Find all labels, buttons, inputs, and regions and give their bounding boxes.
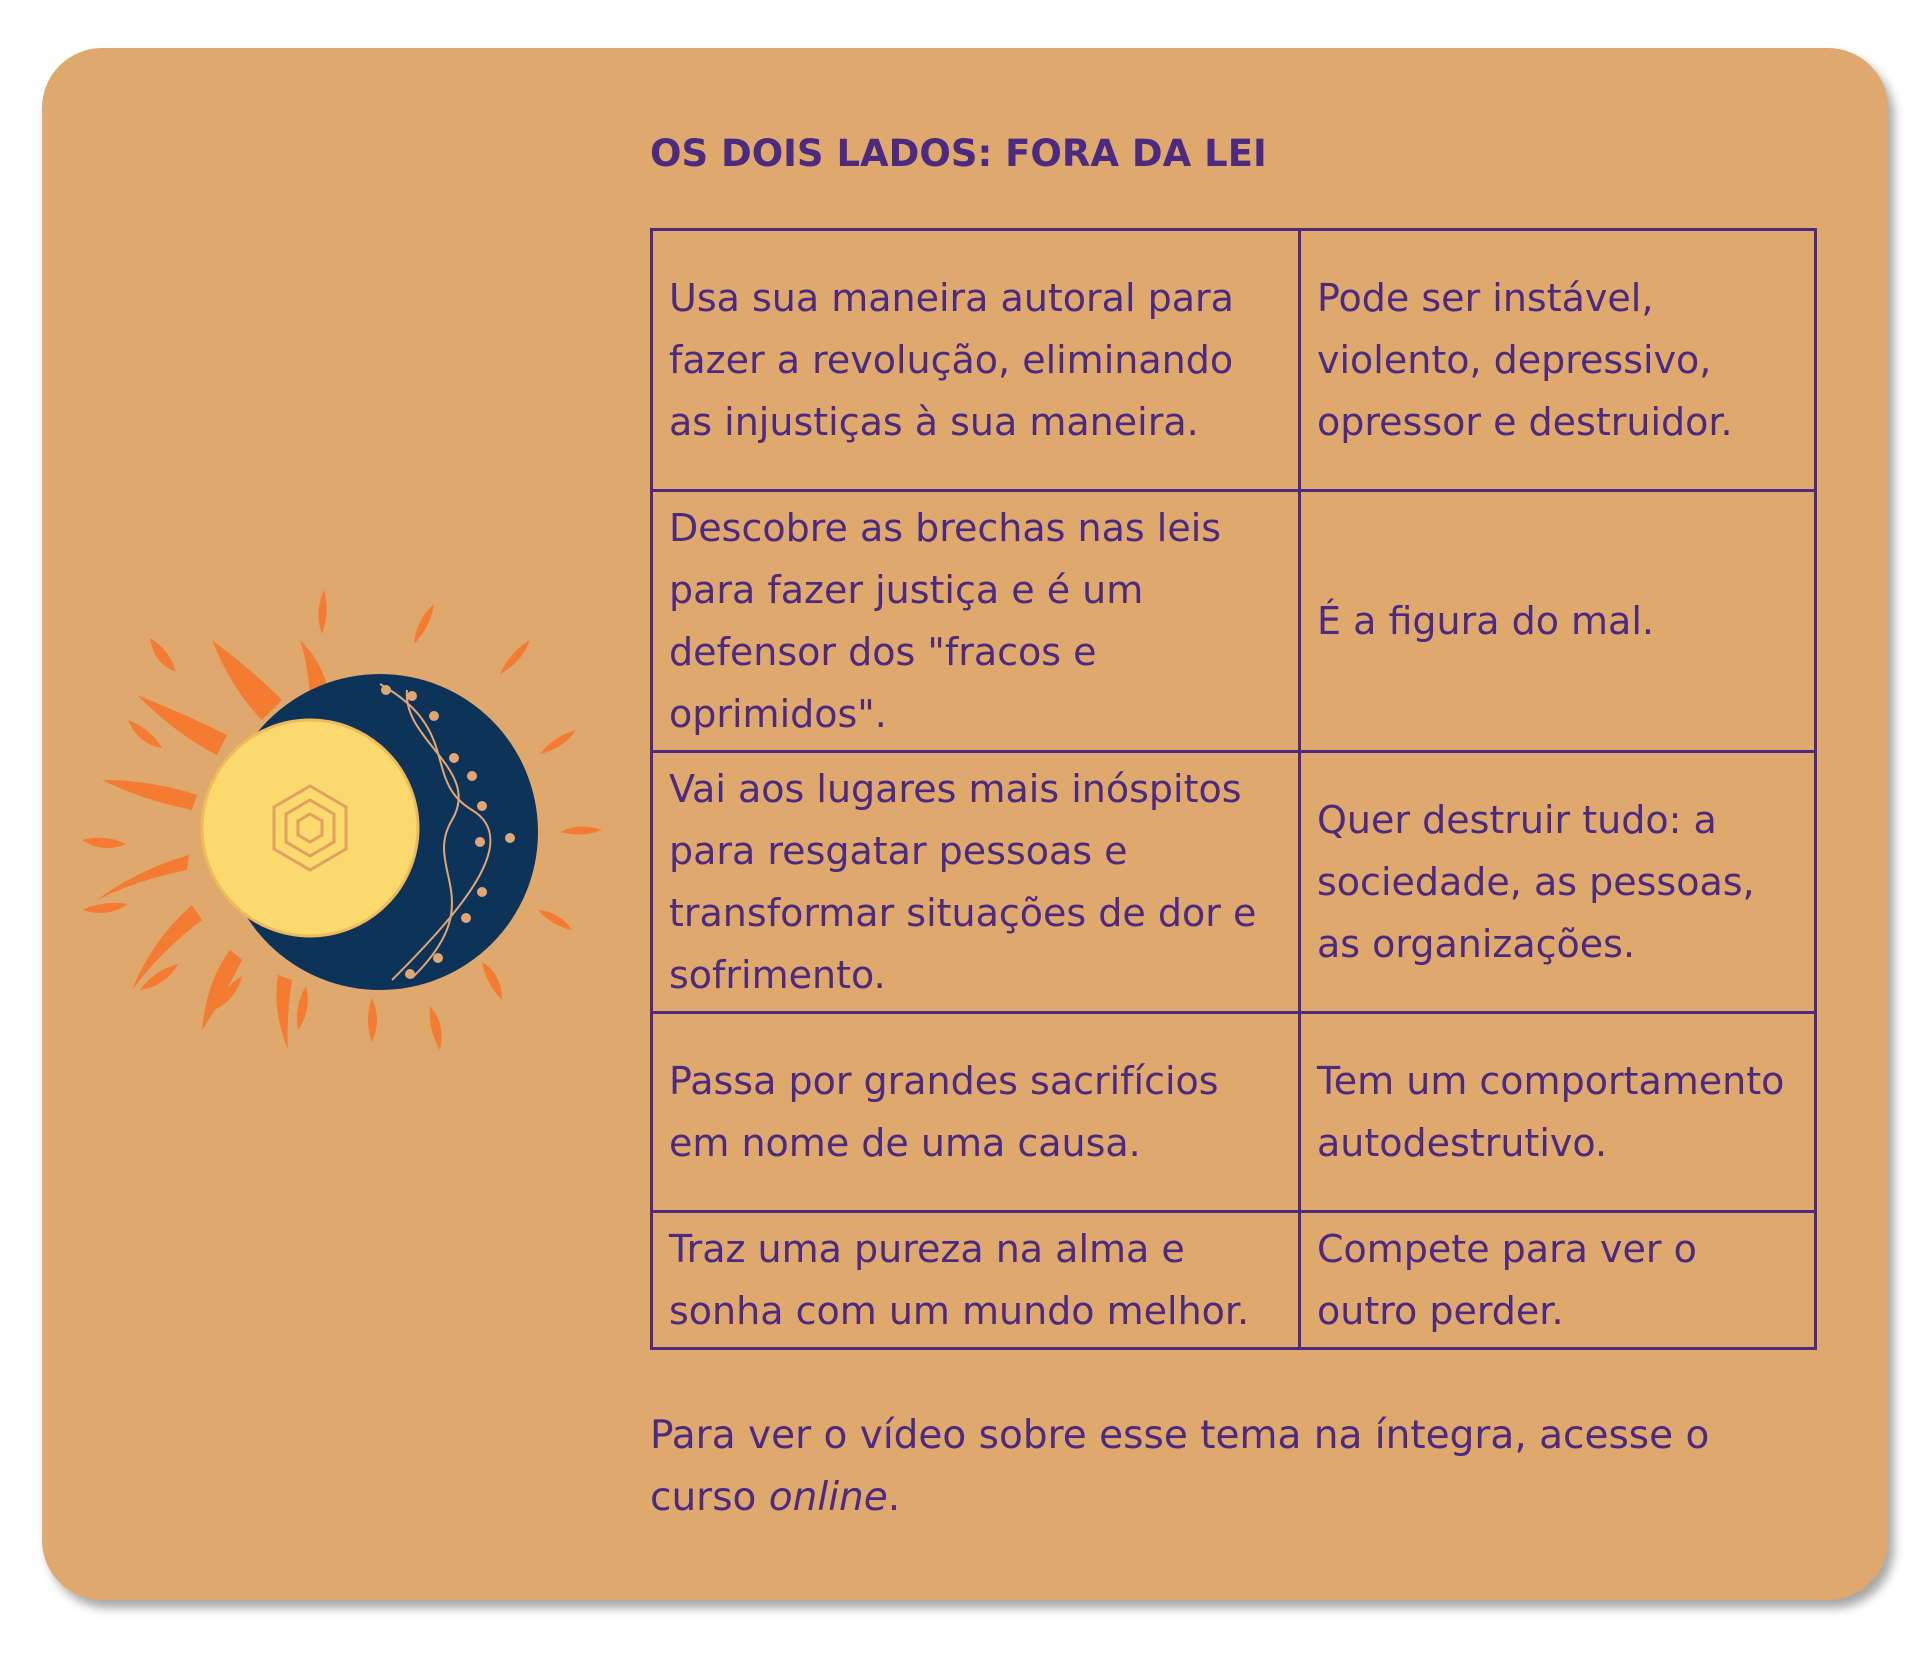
negative-side-cell: [1300, 491, 1816, 752]
table-row: [652, 491, 1816, 752]
negative-side-cell: [1300, 1013, 1816, 1212]
sun-moon-eclipse-icon: [62, 580, 622, 1090]
course-note-online: online: [768, 1475, 888, 1520]
cell-text: Compete para ver o outro perder.: [1317, 1227, 1697, 1333]
cell-text: Usa sua maneira autoral para fazer a revolução, eliminando as injustiças à sua maneira.: [669, 276, 1234, 444]
negative-side-cell: [1300, 230, 1816, 491]
cell-text: É a figura do mal.: [1317, 599, 1654, 643]
table-row: [652, 1013, 1816, 1212]
cell-text: Pode ser instável, violento, depressivo, opressor e destruidor.: [1317, 276, 1733, 444]
positive-side-cell: [652, 752, 1300, 1013]
course-note: [650, 1405, 1820, 1529]
course-note-text: Para ver o vídeo sobre esse tema na íntegra, acesse o curso: [650, 1413, 1710, 1520]
cell-text: Vai aos lugares mais inóspitos para resgatar pessoas e transformar situações de dor e sofrimento.: [669, 767, 1257, 997]
cell-text: Descobre as brechas nas leis para fazer justiça e é um defensor dos "fracos e oprimidos".: [669, 506, 1222, 736]
positive-side-cell: [652, 491, 1300, 752]
table-row: [652, 230, 1816, 491]
cell-text: Quer destruir tudo: a sociedade, as pessoas, as organizações.: [1317, 798, 1755, 966]
two-sides-table: [650, 228, 1817, 1350]
cell-text: Tem um comportamento autodestrutivo.: [1317, 1059, 1785, 1165]
cell-text: Traz uma pureza na alma e sonha com um mundo melhor.: [669, 1227, 1250, 1333]
positive-side-cell: [652, 230, 1300, 491]
positive-side-cell: [652, 1212, 1300, 1349]
negative-side-cell: [1300, 1212, 1816, 1349]
table-row: [652, 752, 1816, 1013]
cell-text: Passa por grandes sacrifícios em nome de uma causa.: [669, 1059, 1219, 1165]
table-row: [652, 1212, 1816, 1349]
negative-side-cell: [1300, 752, 1816, 1013]
positive-side-cell: [652, 1013, 1300, 1212]
course-note-period: .: [887, 1475, 901, 1520]
section-title: OS DOIS LADOS: FORA DA LEI: [650, 132, 1267, 175]
